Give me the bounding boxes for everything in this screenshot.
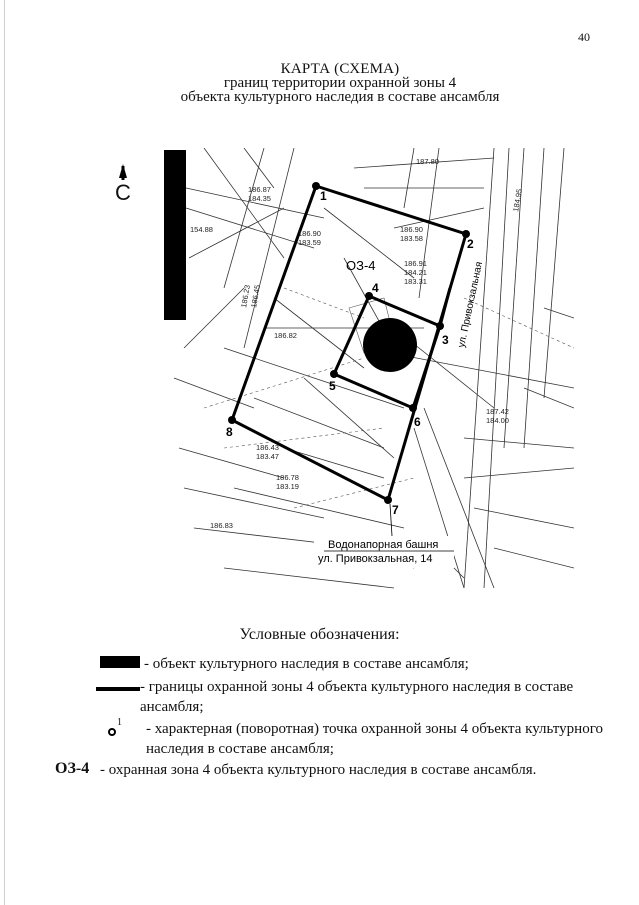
turning-point: [436, 322, 444, 330]
heritage-object: [363, 318, 417, 372]
legend-item-boundary-line1: - границы охранной зоны 4 объекта культурного наследия в составе: [140, 679, 574, 695]
point-label: 3: [442, 333, 449, 347]
point-label: 5: [329, 379, 336, 393]
point-label: 8: [226, 425, 233, 439]
point-label: 6: [414, 415, 421, 429]
elevation-label: 154.88: [190, 225, 213, 234]
elevation-label: 186.82: [274, 331, 297, 340]
elevation-label: 186.78: [276, 473, 299, 482]
page-edge-line: [4, 0, 5, 905]
elevation-label: 186.90: [298, 229, 321, 238]
elevation-label: 184.95: [511, 188, 524, 213]
legend-title: Условные обозначения:: [239, 626, 400, 643]
legend-point-swatch: [108, 728, 116, 736]
turning-point: [312, 182, 320, 190]
title-line-3: объекта культурного наследия в составе ансамбля: [180, 89, 500, 105]
legend-item-point-line2: наследия в составе ансамбля;: [146, 741, 334, 757]
zone-boundary-connector: [440, 288, 450, 326]
legend-item-zone: - охранная зона 4 объекта культурного наследия в составе ансамбля.: [100, 762, 537, 778]
zone-label: ОЗ-4: [346, 258, 376, 273]
point-label: 1: [320, 189, 327, 203]
north-label: С: [115, 180, 131, 205]
elevation-label: 187.42: [486, 407, 509, 416]
protection-zone-map: [164, 148, 574, 596]
elevation-label: 186.91: [404, 259, 427, 268]
elevation-labels: [190, 157, 524, 530]
map-edge-building: [164, 150, 186, 320]
legend-item-point-line1: - характерная (поворотная) точка охранной зоны 4 объекта культурного: [146, 721, 603, 737]
caption-line-2: ул. Привокзальная, 14: [318, 553, 433, 565]
turning-point: [330, 370, 338, 378]
elevation-label: 186.45: [249, 284, 262, 309]
turning-point: [228, 416, 236, 424]
elevation-label: 186.23: [239, 284, 252, 309]
title-line-1: КАРТА (СХЕМА): [280, 61, 400, 77]
point-label: 7: [392, 503, 399, 517]
page-number: 40: [578, 30, 590, 44]
turning-point: [409, 404, 417, 412]
point-label: 2: [467, 237, 474, 251]
elevation-label: 183.59: [298, 238, 321, 247]
elevation-label: 187.80: [416, 157, 439, 166]
elevation-label: 186.43: [256, 443, 279, 452]
caption-line-1: Водонапорная башня: [328, 539, 439, 551]
elevation-label: 186.83: [210, 521, 233, 530]
legend-point-number: 1: [117, 717, 122, 728]
elevation-label: 184.21: [404, 268, 427, 277]
legend-zone-code: ОЗ-4: [55, 760, 90, 777]
elevation-label: 184.35: [248, 194, 271, 203]
legend-boundary-swatch: [96, 687, 140, 691]
survey-linework: [174, 148, 574, 588]
elevation-label: 183.19: [276, 482, 299, 491]
legend-item-boundary-line2: ансамбля;: [140, 699, 204, 715]
elevation-label: 184.00: [486, 416, 509, 425]
street-label: ул. Привокзальная: [456, 260, 486, 349]
elevation-label: 183.58: [400, 234, 423, 243]
title-line-2: границ территории охранной зоны 4: [223, 75, 457, 91]
elevation-label: 183.31: [404, 277, 427, 286]
elevation-label: 186.87: [248, 185, 271, 194]
map-title: [160, 62, 520, 104]
point-label: 4: [372, 281, 379, 295]
turning-point: [384, 496, 392, 504]
legend-heritage-swatch: [100, 656, 140, 668]
elevation-label: 183.47: [256, 452, 279, 461]
legend-item-heritage: - объект культурного наследия в составе ансамбля;: [144, 656, 469, 672]
elevation-label: 186.90: [400, 225, 423, 234]
